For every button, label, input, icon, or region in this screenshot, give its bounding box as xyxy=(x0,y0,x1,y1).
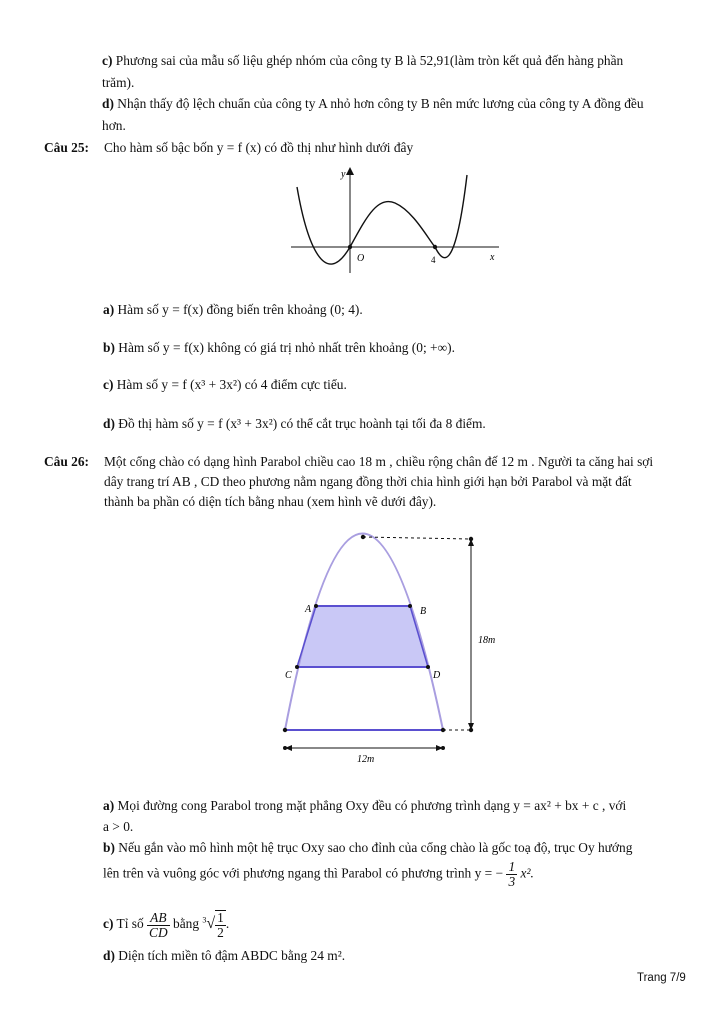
q25-label: Câu 25: xyxy=(44,140,90,155)
label-width: 12m xyxy=(357,754,375,765)
q26-option-d: d) Diện tích miền tô đậm ABDC bằng 24 m². xyxy=(103,948,346,963)
label-d: D xyxy=(433,670,441,681)
q26-option-b-line1: b) Nếu gắn vào mô hình một hệ trục Oxy sao cho đỉnh của cổng chào là gốc toạ độ, trục Oy hướng xyxy=(103,840,633,855)
page-number: Trang 7/9 xyxy=(637,972,686,984)
q26-stem-1: Một cổng chào có dạng hình Parabol chiều cao 18 m , chiều rộng chân đế 12 m . Người ta căng hai sợi xyxy=(104,454,654,469)
label-a: A xyxy=(305,604,312,615)
top-c-line1: c) Phương sai của mẫu số liệu ghép nhóm của công ty B là 52,91(làm tròn kết quả đến hàng phần xyxy=(102,53,624,68)
x-axis-label: x xyxy=(490,252,495,263)
label-height: 18m xyxy=(478,635,496,646)
label-b: B xyxy=(420,606,427,617)
q26-label: Câu 26: xyxy=(44,454,90,469)
tick-4-label: 4 xyxy=(431,255,436,265)
shaded-region-abdc xyxy=(297,606,428,667)
q25-option-b: b) Hàm số y = f(x) không có giá trị nhỏ nhất trên khoảng (0; +∞). xyxy=(103,340,455,355)
fraction-ab-cd: $\frac{AB}{CD}$ xyxy=(149,909,168,940)
y-axis-label: y xyxy=(341,169,346,180)
top-d-line2: hơn. xyxy=(102,118,126,133)
q25-stem: Cho hàm số bậc bốn y = f (x) có đồ thị như hình dưới đây xyxy=(104,140,414,155)
q25-option-a: a) Hàm số y = f(x) đồng biến trên khoảng (0; 4). xyxy=(103,302,363,317)
quartic-curve xyxy=(297,175,467,264)
top-d-line1: d) Nhận thấy độ lệch chuẩn của công ty A nhỏ hơn công ty B nên mức lương của công ty A đồng đều xyxy=(102,96,644,111)
q26-stem-2: dây trang trí AB , CD theo phương nằm ngang đồng thời chia hình giới hạn bởi Parabol và mặt đất xyxy=(104,474,632,489)
q26-stem-3: thành ba phần có diện tích bằng nhau (xem hình vẽ dưới đây). xyxy=(104,494,437,509)
q26-figure xyxy=(275,528,515,768)
top-c-line2: trăm). xyxy=(102,75,135,90)
q26-option-b-line2: lên trên và vuông góc với phương ngang thì Parabol có phương trình y = − $\frac{1}{3}$ x². xyxy=(103,859,534,889)
q25-option-d: d) Đồ thị hàm số y = f (x³ + 3x²) có thể cắt trục hoành tại tối đa 8 điểm. xyxy=(103,416,486,431)
label-c: C xyxy=(285,670,292,681)
fraction-one-third: $\frac{1}{3}$ xyxy=(508,859,516,889)
q26-option-a-line1: a) Mọi đường cong Parabol trong mặt phẳng Oxy đều có phương trình dạng y = ax² + bx + c , với xyxy=(103,798,627,813)
q26-option-a-line2: a > 0. xyxy=(103,819,134,834)
q25-graph xyxy=(285,165,505,275)
q25-option-c: c) Hàm số y = f (x³ + 3x²) có 4 điểm cực tiểu. xyxy=(103,377,347,392)
origin-label: O xyxy=(357,253,365,264)
top-dashed xyxy=(363,537,471,539)
root-one-half: $\frac{1}{2}$ xyxy=(217,910,224,940)
q26-option-c: c) Tỉ số $\frac{AB}{CD}$ bằng $^3$√ $\frac{1}{2}$ . xyxy=(103,909,230,940)
